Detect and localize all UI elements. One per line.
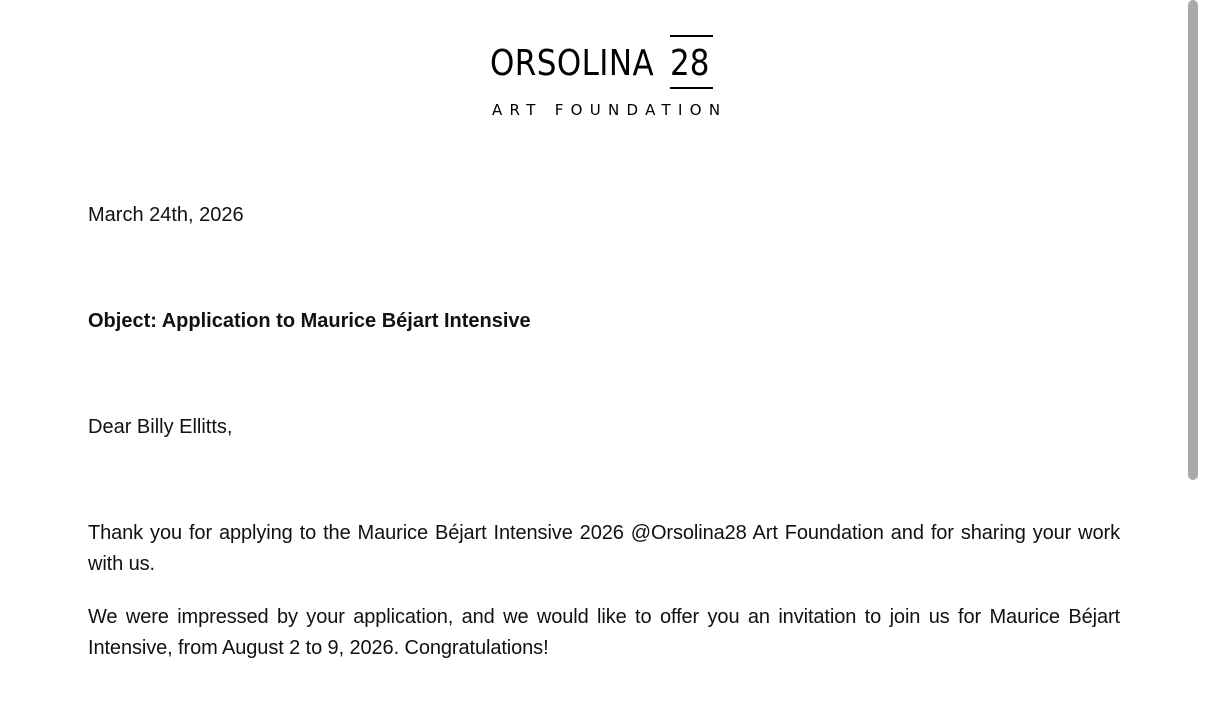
letter-paragraph: We were impressed by your application, and we would like to offer you an invitation to join us for Maurice Béjart Intensive, from August 2 to 9, 2026. Congratulations! <box>88 606 1120 659</box>
logo-name: ORSOLINA <box>490 43 655 84</box>
scrollbar-thumb[interactable] <box>1188 0 1198 480</box>
logo-number: 28 <box>670 43 710 84</box>
logo-number-top-rule <box>670 35 713 37</box>
letter-greeting: Dear Billy Ellitts, <box>88 416 233 438</box>
letter-paragraph: Thank you for applying to the Maurice Béjart Intensive 2026 @Orsolina28 Art Foundation and for sharing your work with us. <box>88 522 1120 575</box>
letter-date: March 24th, 2026 <box>88 204 244 226</box>
orsolina28-logo <box>490 34 728 124</box>
logo-subtitle: ART FOUNDATION <box>492 101 728 119</box>
vertical-scrollbar[interactable] <box>1188 0 1198 703</box>
logo-number-bottom-rule <box>670 87 713 89</box>
letter-subject: Object: Application to Maurice Béjart Intensive <box>88 310 531 332</box>
